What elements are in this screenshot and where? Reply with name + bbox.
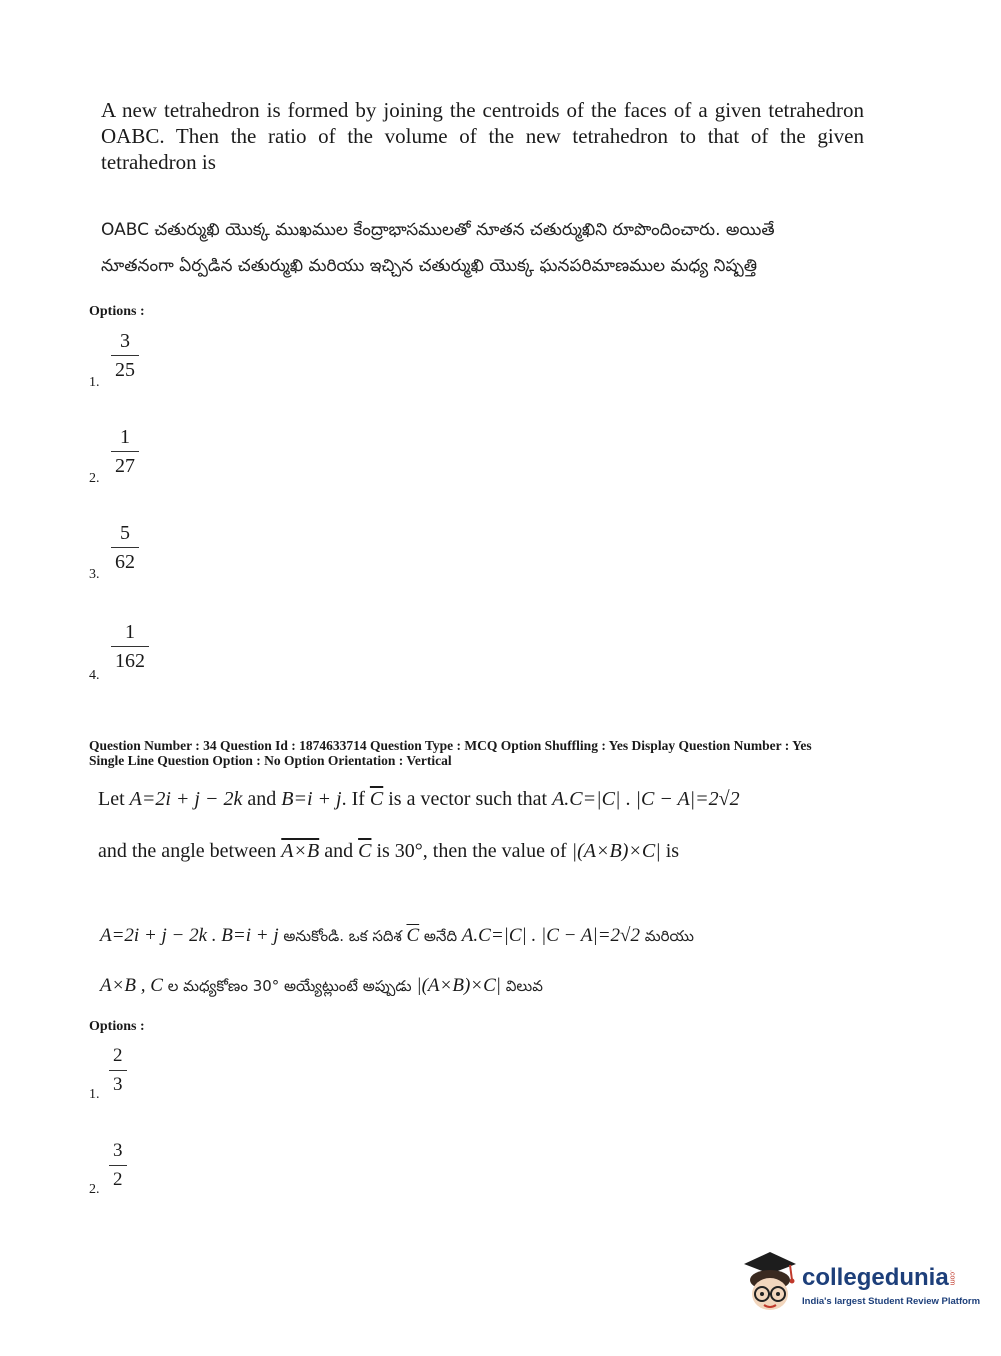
expression: |(A×B)×C| <box>571 840 661 862</box>
telugu-text: మరియు <box>644 927 694 945</box>
fraction-bar <box>111 646 149 647</box>
logo-title: collegedunia <box>802 1264 949 1291</box>
text: and <box>247 788 277 810</box>
denominator: 2 <box>113 1169 123 1191</box>
fraction-bar <box>109 1165 127 1166</box>
numerator: 1 <box>125 621 135 643</box>
denominator: 25 <box>115 359 135 382</box>
vectors: A×B , C <box>100 975 163 996</box>
option-number: 4. <box>89 668 100 683</box>
options-label: Options : <box>89 1019 145 1034</box>
logo-tagline: India's largest Student Review Platform <box>802 1296 981 1307</box>
question-34-telugu-line1 <box>100 918 694 954</box>
condition-2: |C − A|=2√2 <box>635 788 740 810</box>
denominator: 62 <box>115 551 135 574</box>
vector-c: $\overline{C}$ <box>369 788 384 810</box>
numerator: 3 <box>120 330 130 352</box>
text: is a vector such that <box>388 788 548 810</box>
option-fraction <box>109 1045 127 1096</box>
telugu-text: విలువ <box>505 977 543 995</box>
telugu-line: నూతనంగా ఏర్పడిన చతుర్ముఖి మరియు ఇచ్చిన చతుర్ముఖి యొక్క ఘనపరిమాణముల మధ్య నిష్పత్తి <box>101 256 758 276</box>
denominator: 27 <box>115 455 135 478</box>
text: and the angle between <box>98 840 277 862</box>
option-fraction <box>111 330 139 381</box>
option-fraction <box>111 621 149 672</box>
text: . If <box>341 788 365 810</box>
text: is 30°, then the value of <box>376 840 567 862</box>
option-number: 1. <box>89 1087 100 1102</box>
vector-b-definition: B=i + j <box>281 788 342 810</box>
numerator: 5 <box>120 522 130 544</box>
fraction-bar <box>111 451 139 452</box>
option-number: 2. <box>89 471 100 486</box>
numerator: 2 <box>113 1045 123 1066</box>
question-text-telugu <box>101 212 881 284</box>
text: Let <box>98 788 125 810</box>
telugu-text: అనుకోండి. ఒక సదిశ <box>283 927 402 945</box>
fraction-bar <box>109 1070 127 1071</box>
option-fraction <box>111 522 139 573</box>
fraction-bar <box>111 355 139 356</box>
vector-c: $\overline{C}$ <box>406 925 420 946</box>
telugu-text: అనేది <box>423 927 458 945</box>
text: and <box>324 840 354 862</box>
option-number: 1. <box>89 375 100 390</box>
option-fraction <box>111 426 139 477</box>
condition-1: A.C=|C| <box>552 788 621 810</box>
vector-c: $\overline{C}$ <box>358 840 372 862</box>
telugu-line: OABC చతుర్ముఖి యొక్క ముఖముల కేంద్రాభాసములతో నూతన చతుర్ముఖిని రూపొందించారు. అయితే <box>101 220 775 240</box>
denominator: 3 <box>113 1074 123 1096</box>
vector-a-definition: A=2i + j − 2k <box>129 788 243 810</box>
telugu-text: ల మధ్యకోణం 30° అయ్యేట్లుంటే అప్పుడు <box>167 977 412 995</box>
denominator: 162 <box>115 650 145 673</box>
option-fraction <box>109 1140 127 1191</box>
options-label: Options : <box>89 304 145 319</box>
question-34-english-line2 <box>98 836 679 866</box>
question-text-english: A new tetrahedron is formed by joining the centroids of the faces of a given tetrahedron OABC. Then the ratio of the volume of the new tetrahedron to that of the given tetrahedron is <box>101 98 864 174</box>
option-number: 3. <box>89 567 100 582</box>
expression: |(A×B)×C| <box>416 975 501 996</box>
cross-product: A×B <box>281 840 320 862</box>
numerator: 1 <box>120 426 130 448</box>
meta-line: Single Line Question Option : No Option Orientation : Vertical <box>89 753 452 768</box>
collegedunia-logo <box>740 1250 981 1320</box>
mascot-icon <box>740 1250 798 1314</box>
question-34-english-line1: Let A=2i + j − 2k and B=i + j. If $\overline{C}$ is a vector such that A.C=|C| . |C − A|=2√2 <box>98 788 740 810</box>
fraction-bar <box>111 547 139 548</box>
logo-suffix: .com <box>948 1269 956 1285</box>
numerator: 3 <box>113 1140 123 1161</box>
vector-definitions: A=2i + j − 2k . B=i + j <box>100 925 279 946</box>
text: is <box>665 840 680 862</box>
meta-line: Question Number : 34 Question Id : 1874633714 Question Type : MCQ Option Shuffling : Yes Display Question Number : Yes <box>89 738 812 753</box>
question-meta <box>89 738 909 768</box>
option-number: 2. <box>89 1182 100 1197</box>
conditions: A.C=|C| . |C − A|=2√2 <box>461 925 640 946</box>
question-34-telugu-line2 <box>100 968 543 1004</box>
